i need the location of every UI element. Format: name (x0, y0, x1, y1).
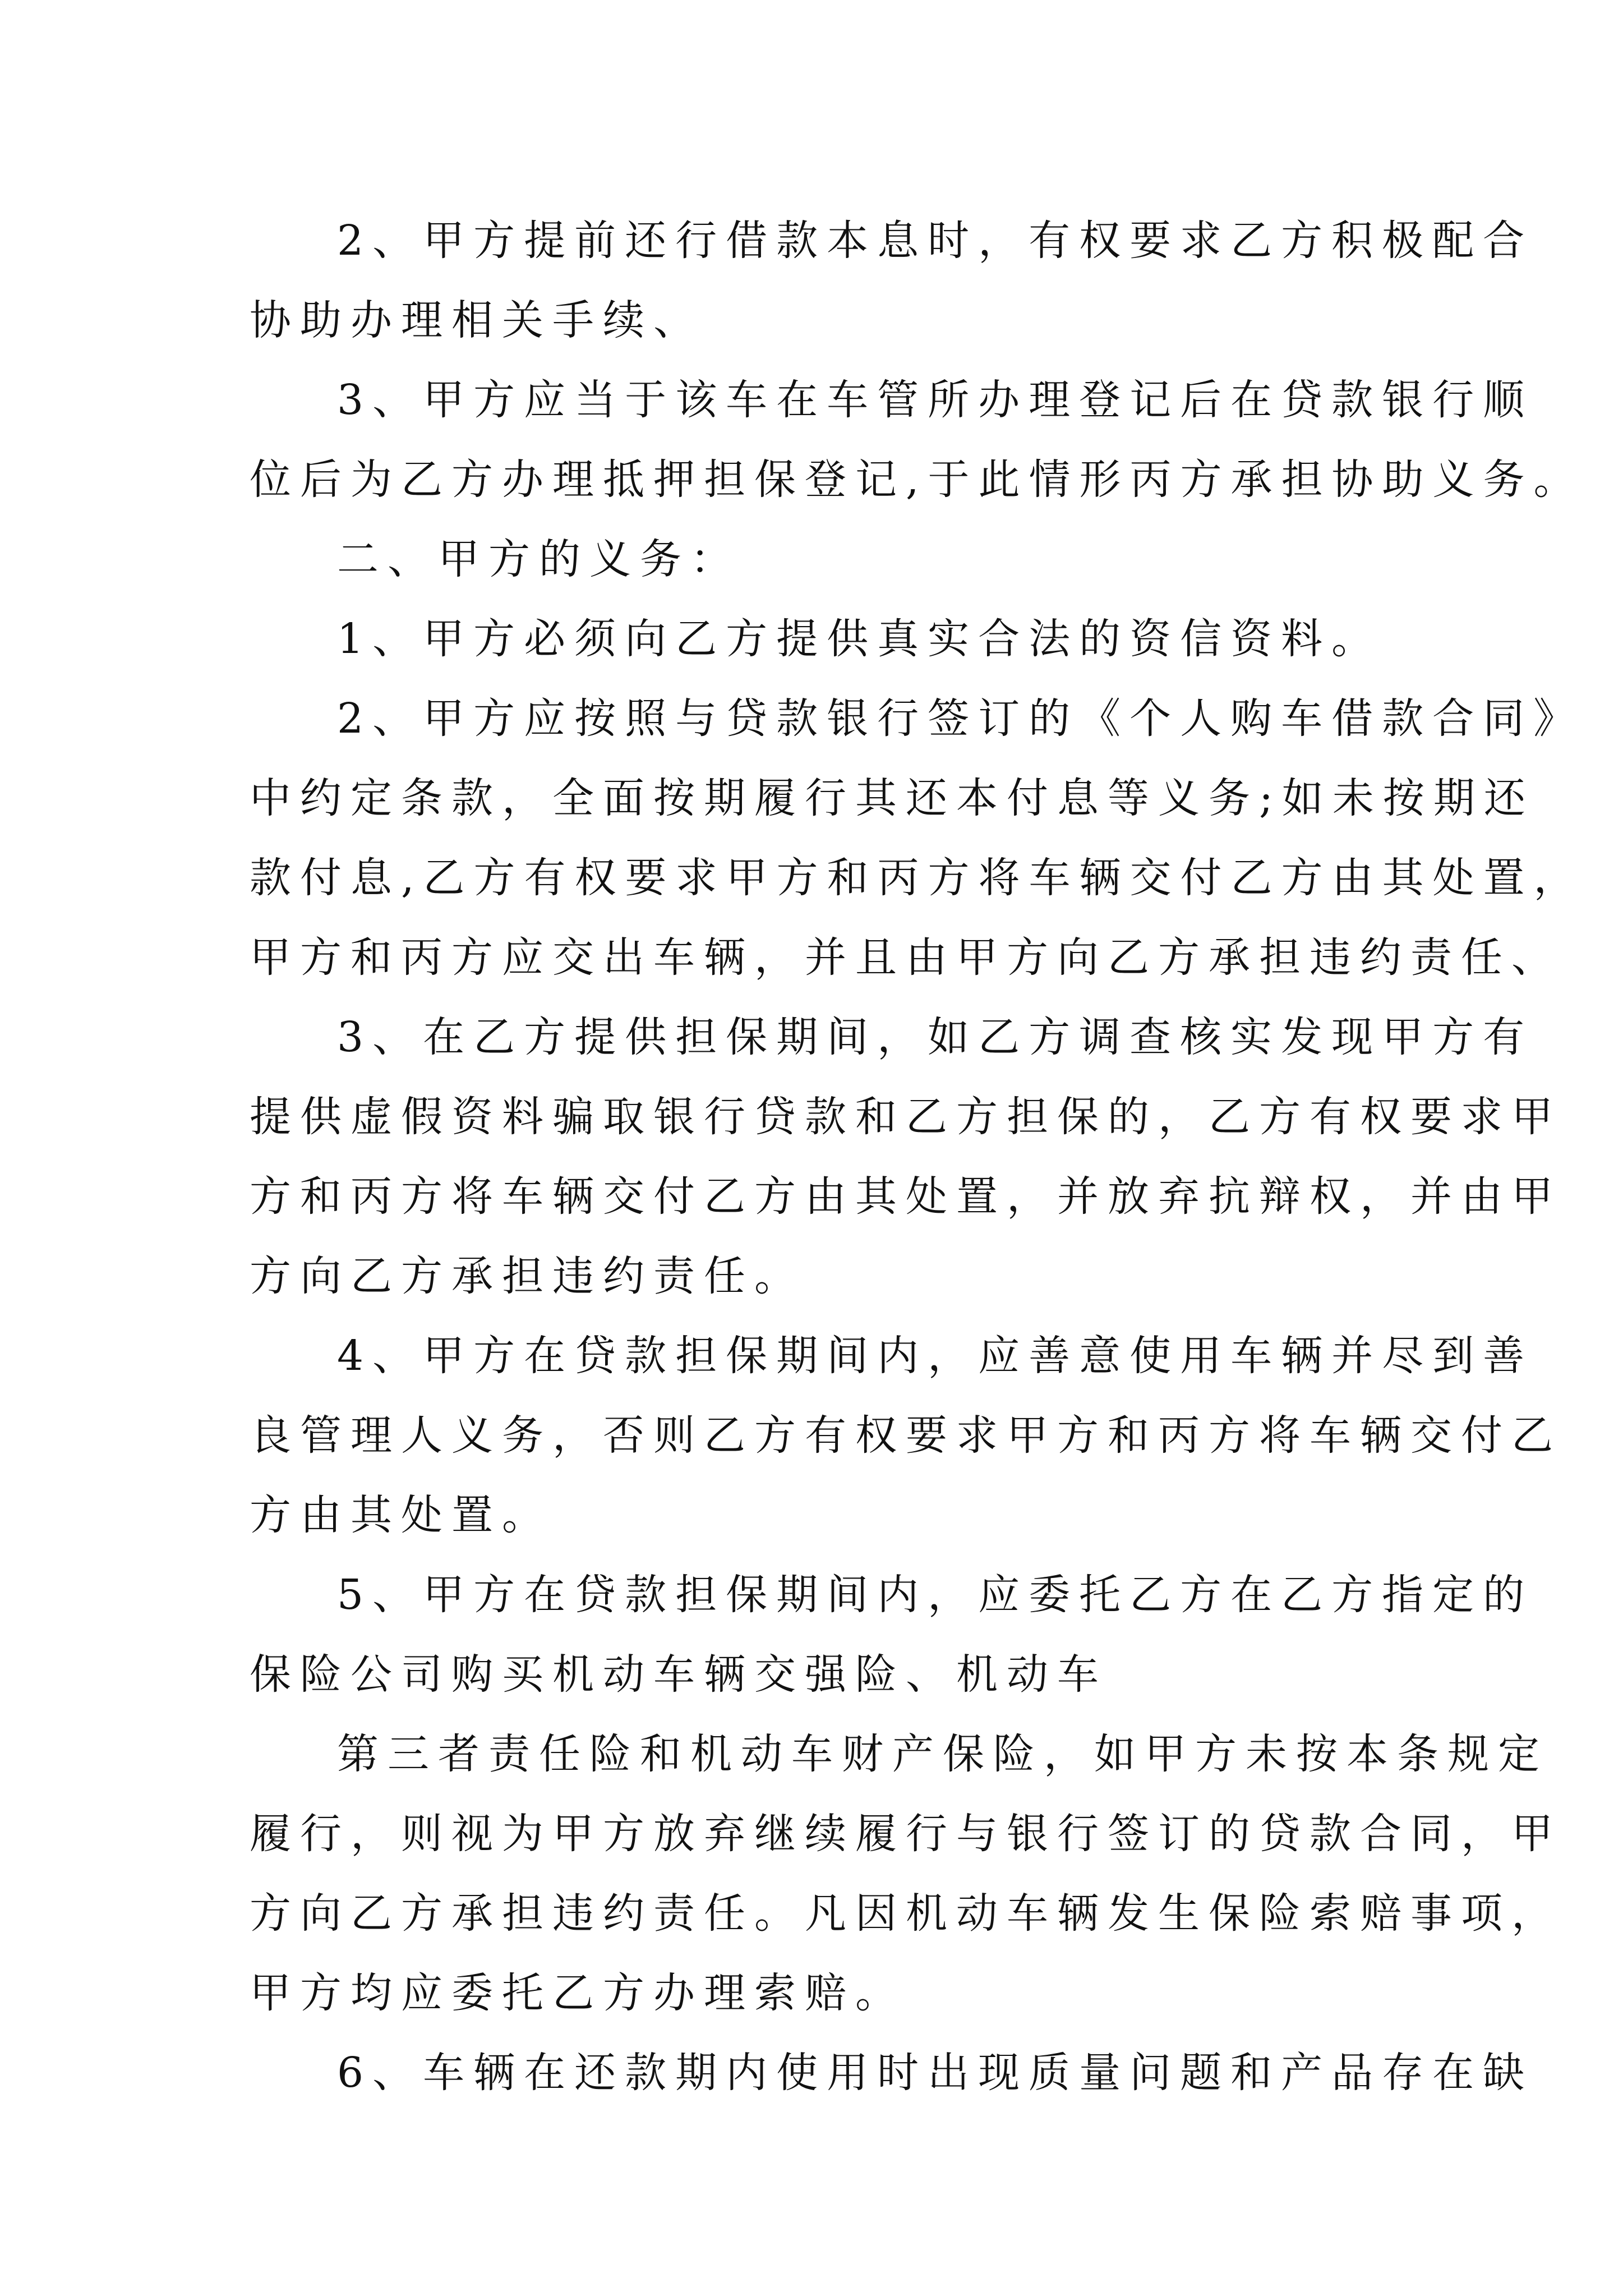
text-line: 提供虚假资料骗取银行贷款和乙方担保的，乙方有权要求甲 (250, 1093, 1562, 1141)
text-line: 保险公司购买机动车辆交强险、机动车 (250, 1650, 1108, 1699)
text-line: 3、甲方应当于该车在车管所办理登记后在贷款银行顺 (337, 376, 1534, 424)
text-line: 2、甲方提前还行借款本息时，有权要求乙方积极配合 (337, 217, 1534, 265)
text-line: 方向乙方承担违约责任。 (250, 1252, 805, 1300)
text-line: 方向乙方承担违约责任。凡因机动车辆发生保险索赔事项， (250, 1889, 1562, 1938)
text-line: 3、在乙方提供担保期间，如乙方调查核实发现甲方有 (337, 1013, 1534, 1061)
text-line: 第三者责任险和机动车财产保险，如甲方未按本条规定 (337, 1730, 1548, 1778)
text-line: 甲方和丙方应交出车辆，并且由甲方向乙方承担违约责任、 (250, 933, 1562, 982)
text-line: 2、甲方应按照与贷款银行签订的《个人购车借款合同》 (337, 694, 1584, 743)
text-line: 4、甲方在贷款担保期间内，应善意使用车辆并尽到善 (337, 1332, 1534, 1380)
text-line: 中约定条款，全面按期履行其还本付息等义务;如未按期还 (250, 774, 1534, 822)
text-line: 位后为乙方办理抵押担保登记,于此情形丙方承担协助义务。 (250, 455, 1584, 504)
text-line: 6、车辆在还款期内使用时出现质量问题和产品存在缺 (337, 2049, 1534, 2097)
text-line: 款付息,乙方有权要求甲方和丙方将车辆交付乙方由其处置， (250, 854, 1584, 902)
text-line: 方和丙方将车辆交付乙方由其处置，并放弃抗辩权，并由甲 (250, 1172, 1562, 1221)
text-line: 良管理人义务，否则乙方有权要求甲方和丙方将车辆交付乙 (250, 1411, 1562, 1460)
section-heading: 二、甲方的义务： (337, 535, 741, 583)
text-line: 协助办理相关手续、 (250, 296, 704, 344)
document-body (250, 201, 1584, 2113)
text-line: 履行，则视为甲方放弃继续履行与银行签订的贷款合同，甲 (250, 1810, 1562, 1858)
text-line: 1、甲方必须向乙方提供真实合法的资信资料。 (337, 615, 1382, 663)
text-line: 甲方均应委托乙方办理索赔。 (250, 1969, 906, 2017)
text-line: 5、甲方在贷款担保期间内，应委托乙方在乙方指定的 (337, 1571, 1534, 1619)
text-line: 方由其处置。 (250, 1491, 552, 1539)
